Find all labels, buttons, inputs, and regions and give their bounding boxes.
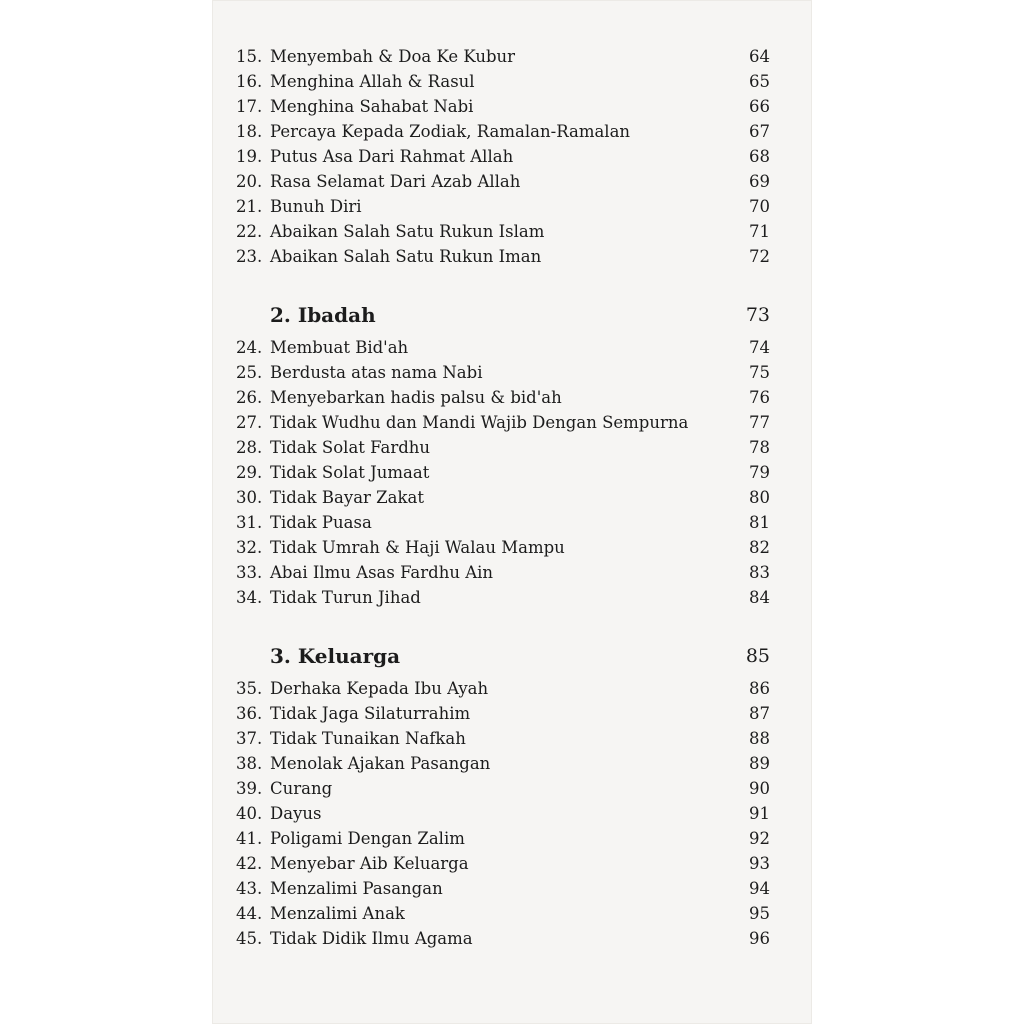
entry-page: 65 [749,72,770,91]
toc-entry [236,44,770,69]
entry-number: 41. [236,829,263,848]
toc-entry [236,560,770,585]
toc-entry [236,726,770,751]
entry-number: 38. [236,754,263,773]
entry-number: 39. [236,779,263,798]
entry-number: 31. [236,513,263,532]
entry-number: 23. [236,247,263,266]
entry-number: 17. [236,97,263,116]
entry-number: 44. [236,904,263,923]
toc-group-ibadah [236,295,770,610]
section-title: 2. Ibadah [270,303,376,327]
toc-entry [236,360,770,385]
entry-page: 87 [749,704,770,723]
entry-page: 70 [749,197,770,216]
toc-entry [236,169,770,194]
entry-title: Tidak Tunaikan Nafkah [270,729,466,748]
entry-page: 92 [749,829,770,848]
entry-number: 16. [236,72,263,91]
entry-title: Menyebar Aib Keluarga [270,854,469,873]
entry-number: 27. [236,413,263,432]
toc-entry [236,385,770,410]
toc-entry [236,901,770,926]
entry-page: 89 [749,754,770,773]
entry-page: 78 [749,438,770,457]
entry-number: 22. [236,222,263,241]
entry-page: 88 [749,729,770,748]
entry-title: Rasa Selamat Dari Azab Allah [270,172,521,191]
toc-entry [236,510,770,535]
entry-page: 79 [749,463,770,482]
entry-page: 86 [749,679,770,698]
entry-title: Menolak Ajakan Pasangan [270,754,491,773]
table-of-contents [236,44,770,951]
toc-entry [236,801,770,826]
entry-title: Tidak Umrah & Haji Walau Mampu [270,538,565,557]
entry-title: Putus Asa Dari Rahmat Allah [270,147,514,166]
entry-title: Membuat Bid'ah [270,338,409,357]
entry-page: 74 [749,338,770,357]
toc-entry [236,926,770,951]
entry-number: 30. [236,488,263,507]
entry-number: 26. [236,388,263,407]
entry-page: 75 [749,363,770,382]
section-heading [236,295,770,335]
entry-title: Poligami Dengan Zalim [270,829,465,848]
toc-entry [236,435,770,460]
toc-entry [236,535,770,560]
entry-page: 66 [749,97,770,116]
entry-title: Tidak Wudhu dan Mandi Wajib Dengan Sempurna [270,413,689,432]
toc-entry [236,676,770,701]
entry-page: 84 [749,588,770,607]
entry-title: Tidak Solat Jumaat [270,463,430,482]
entry-number: 45. [236,929,263,948]
toc-entry [236,776,770,801]
toc-entry [236,701,770,726]
entry-number: 40. [236,804,263,823]
entry-title: Tidak Solat Fardhu [270,438,431,457]
entry-number: 42. [236,854,263,873]
entry-number: 43. [236,879,263,898]
section-title: 3. Keluarga [270,644,401,668]
toc-entry [236,94,770,119]
toc-entry [236,194,770,219]
entry-number: 33. [236,563,263,582]
entry-number: 18. [236,122,263,141]
toc-group-keluarga [236,636,770,951]
entry-number: 21. [236,197,263,216]
entry-number: 19. [236,147,263,166]
entry-page: 91 [749,804,770,823]
entry-number: 37. [236,729,263,748]
entry-page: 67 [749,122,770,141]
toc-entry [236,876,770,901]
toc-entry [236,69,770,94]
entry-number: 34. [236,588,263,607]
entry-title: Tidak Bayar Zakat [270,488,424,507]
entry-title: Bunuh Diri [270,197,362,216]
entry-number: 20. [236,172,263,191]
entry-number: 15. [236,47,263,66]
entry-title: Tidak Turun Jihad [270,588,421,607]
entry-title: Tidak Puasa [270,513,372,532]
entry-title: Menyembah & Doa Ke Kubur [270,47,516,66]
entry-title: Menghina Sahabat Nabi [270,97,474,116]
toc-entry [236,335,770,360]
entry-title: Menzalimi Anak [270,904,405,923]
entry-page: 76 [749,388,770,407]
section-page: 73 [745,304,770,326]
toc-group-aqidah [236,44,770,269]
entry-title: Tidak Didik Ilmu Agama [270,929,473,948]
entry-title: Percaya Kepada Zodiak, Ramalan-Ramalan [270,122,631,141]
entry-page: 83 [749,563,770,582]
section-heading [236,636,770,676]
entry-page: 69 [749,172,770,191]
section-page: 85 [745,645,770,667]
toc-entry [236,244,770,269]
entry-number: 35. [236,679,263,698]
toc-entry [236,219,770,244]
toc-entry [236,751,770,776]
entry-page: 90 [749,779,770,798]
entry-title: Abaikan Salah Satu Rukun Iman [270,247,542,266]
toc-entry [236,851,770,876]
entry-page: 64 [749,47,770,66]
entry-title: Abai Ilmu Asas Fardhu Ain [270,563,494,582]
entry-number: 28. [236,438,263,457]
toc-entry [236,585,770,610]
entry-number: 32. [236,538,263,557]
entry-title: Berdusta atas nama Nabi [270,363,483,382]
entry-page: 96 [749,929,770,948]
entry-title: Menghina Allah & Rasul [270,72,475,91]
entry-title: Derhaka Kepada Ibu Ayah [270,679,489,698]
entry-number: 25. [236,363,263,382]
entry-page: 82 [749,538,770,557]
entry-title: Curang [270,779,333,798]
entry-page: 95 [749,904,770,923]
entry-page: 81 [749,513,770,532]
entry-title: Dayus [270,804,322,823]
entry-page: 68 [749,147,770,166]
entry-title: Menzalimi Pasangan [270,879,443,898]
entry-title: Tidak Jaga Silaturrahim [270,704,471,723]
entry-page: 80 [749,488,770,507]
entry-page: 77 [749,413,770,432]
toc-entry [236,410,770,435]
entry-number: 29. [236,463,263,482]
entry-number: 24. [236,338,263,357]
toc-entry [236,485,770,510]
entry-page: 72 [749,247,770,266]
entry-title: Menyebarkan hadis palsu & bid'ah [270,388,562,407]
entry-title: Abaikan Salah Satu Rukun Islam [270,222,545,241]
toc-entry [236,144,770,169]
toc-entry [236,119,770,144]
entry-page: 94 [749,879,770,898]
toc-entry [236,826,770,851]
entry-number: 36. [236,704,263,723]
toc-entry [236,460,770,485]
entry-page: 71 [749,222,770,241]
entry-page: 93 [749,854,770,873]
